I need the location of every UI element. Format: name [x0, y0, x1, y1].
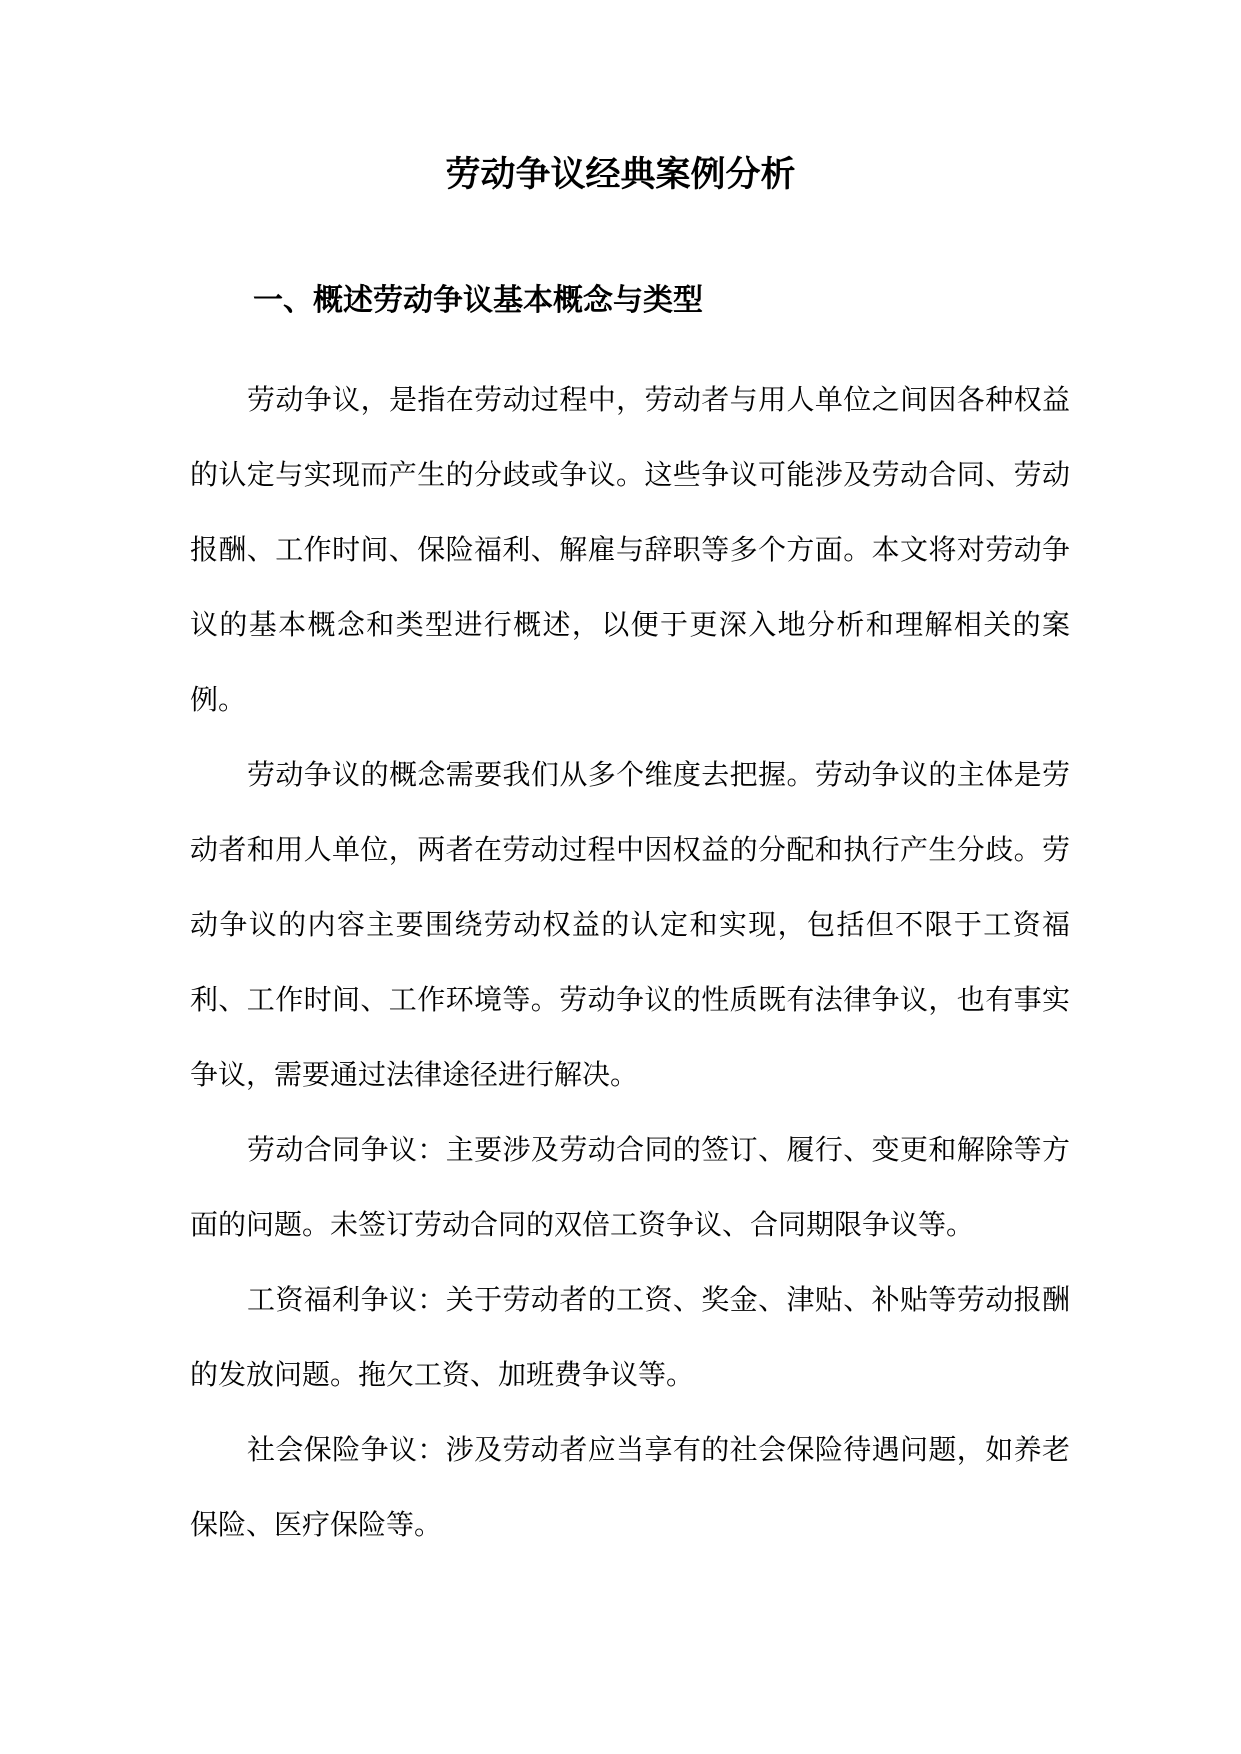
- paragraph-definition: 劳动争议，是指在劳动过程中，劳动者与用人单位之间因各种权益的认定与实现而产生的分歧或争议。这些争议可能涉及劳动合同、劳动报酬、工作时间、保险福利、解雇与辞职等多个方面。本文将对劳动争议的基本概念和类型进行概述，以便于更深入地分析和理解相关的案例。: [190, 383, 1070, 716]
- paragraph-concept: 劳动争议的概念需要我们从多个维度去把握。劳动争议的主体是劳动者和用人单位，两者在劳动过程中因权益的分配和执行产生分歧。劳动争议的内容主要围绕劳动权益的认定和实现，包括但不限于工资福利、工作时间、工作环境等。劳动争议的性质既有法律争议，也有事实争议，需要通过法律途径进行解决。: [190, 758, 1070, 1091]
- body-text: [190, 362, 1070, 1562]
- paragraph-insurance-disputes: 社会保险争议：涉及劳动者应当享有的社会保险待遇问题，如养老保险、医疗保险等。: [190, 1433, 1070, 1541]
- paragraph-contract-disputes: 劳动合同争议：主要涉及劳动合同的签订、履行、变更和解除等方面的问题。未签订劳动合同的双倍工资争议、合同期限争议等。: [190, 1133, 1070, 1241]
- paragraph-wage-disputes: 工资福利争议：关于劳动者的工资、奖金、津贴、补贴等劳动报酬的发放问题。拖欠工资、加班费争议等。: [190, 1283, 1070, 1391]
- document-title: 劳动争议经典案例分析: [445, 155, 796, 195]
- section-heading: 一、概述劳动争议基本概念与类型: [253, 283, 703, 318]
